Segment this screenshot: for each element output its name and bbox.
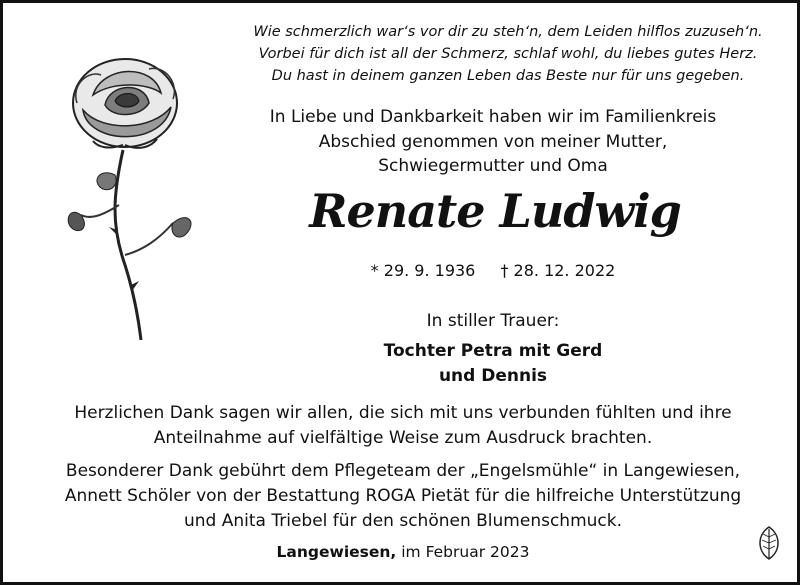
poem-line: Wie schmerzlich war‘s vor dir zu steh‘n, dem Leiden hilflos zuzuseh‘n. <box>253 24 763 40</box>
death-date: † 28. 12. 2022 <box>500 261 616 280</box>
mourner-line: Tochter Petra mit Gerd <box>383 341 603 361</box>
intro-line: Abschied genommen von meiner Mutter, <box>318 131 668 152</box>
poem <box>228 21 788 87</box>
footer-place: Langewiesen, <box>276 543 397 561</box>
intro-line: Schwiegermutter und Oma <box>378 156 608 176</box>
special-thanks-line: und Anita Triebel für den schönen Blumenschmuck. <box>183 511 623 531</box>
special-thanks-text <box>23 459 783 534</box>
footer-date: im Februar 2023 <box>401 543 530 561</box>
rose-illustration <box>53 55 203 345</box>
thanks-text <box>23 401 783 451</box>
mourner-line: und Dennis <box>438 366 548 386</box>
special-thanks-line: Besonderer Dank gebührt dem Pflegeteam der „Engelsmühle“ in Langewiesen, <box>65 461 741 481</box>
leaf-icon <box>755 525 783 561</box>
thanks-line: Anteilnahme auf vielfältige Weise zum Ausdruck brachten. <box>153 428 653 448</box>
deceased-name: Renate Ludwig <box>309 184 681 238</box>
thanks-line: Herzlichen Dank sagen wir allen, die sich mit uns verbunden fühlten und ihre <box>74 403 732 423</box>
poem-line: Du hast in deinem ganzen Leben das Beste nur für uns gegeben. <box>271 68 745 84</box>
special-thanks-line: Annett Schöler von der Bestattung ROGA Pietät für die hilfreiche Unterstützung <box>64 486 742 506</box>
intro-text <box>233 105 753 179</box>
life-dates <box>333 261 653 280</box>
intro-line: In Liebe und Dankbarkeit haben wir im Familienkreis <box>269 107 717 127</box>
mourners-label: In stiller Trauer: <box>426 311 560 331</box>
birth-date: * 29. 9. 1936 <box>370 261 476 280</box>
poem-line: Vorbei für dich ist all der Schmerz, schlaf wohl, du liebes gutes Herz. <box>258 46 758 62</box>
mourners-list <box>333 339 653 389</box>
footer-place-date <box>203 543 603 561</box>
